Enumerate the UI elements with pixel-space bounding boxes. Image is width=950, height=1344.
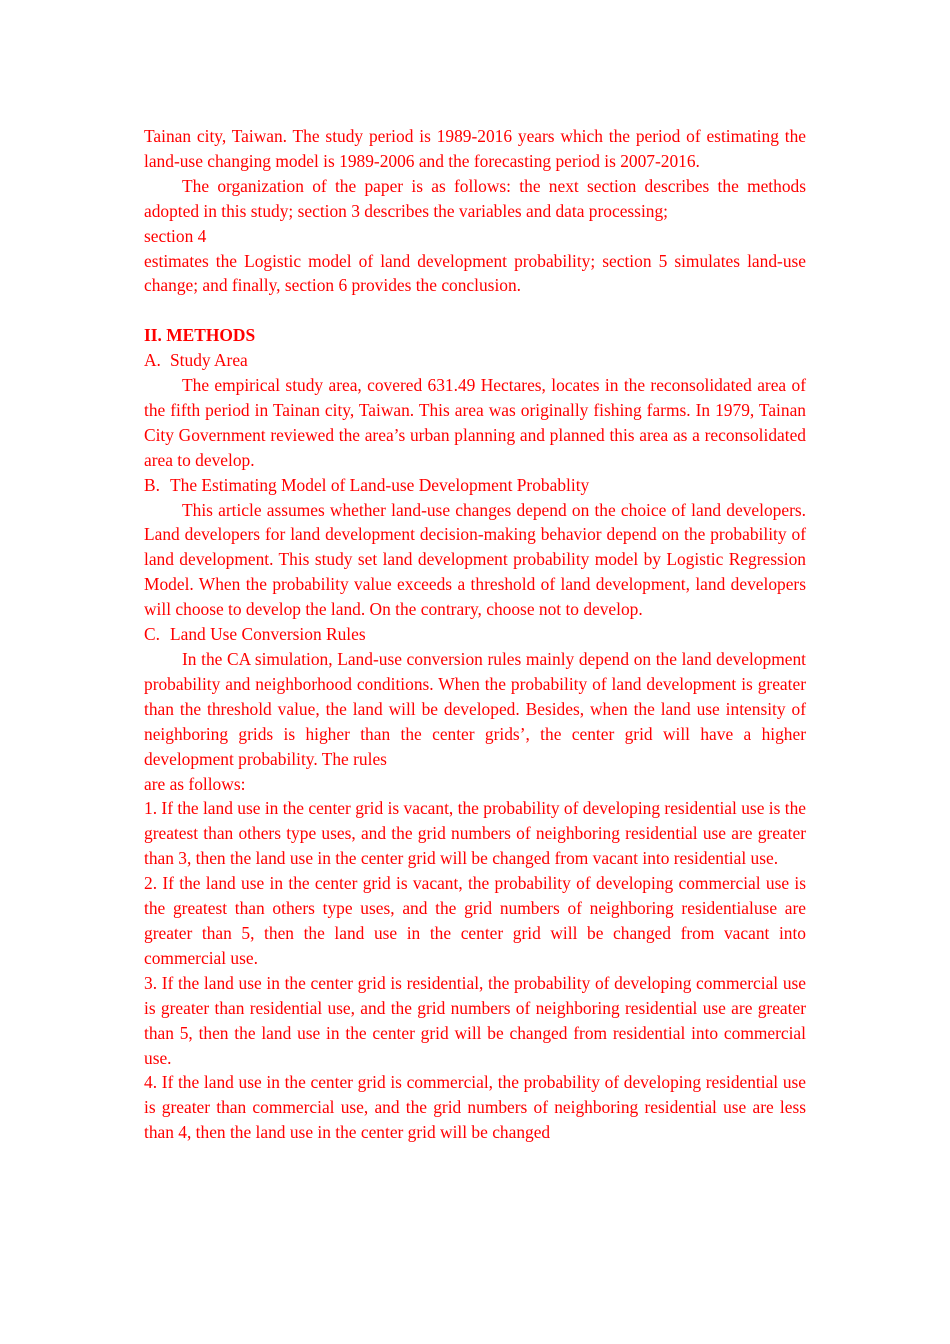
rule-item-1: 1. If the land use in the center grid is vacant, the probability of developing residential use is the greatest than others type uses, and the grid numbers of neighboring residential use are greater than 3, then the land use in the center grid will be changed from vacant into residential use. [144,798,806,869]
subsection-c-title: Land Use Conversion Rules [170,624,366,645]
subsection-b-body: This article assumes whether land-use changes depend on the choice of land developers. Land developers for land development decision-making behavior depend on the probability of land development. This study set land development probability model by Logistic Regression Model. When the probability value exceeds a threshold of land development, land developers will choose to develop the land. On the contrary, choose not to develop. [144,499,806,620]
rule-item-3: 3. If the land use in the center grid is residential, the probability of developing commercial use is greater than residential use, and the grid numbers of neighboring residential use are greater than 5, then the land use in the center grid will be changed from residential into commercial use. [144,972,806,1068]
subsection-c-heading [144,622,806,647]
subsection-a-title: Study Area [170,350,248,371]
section-heading-methods: II. METHODS [144,325,256,346]
subsection-a-letter: A. [144,350,161,371]
intro-paragraph-2: The organization of the paper is as follows: the next section describes the methods adopted in this study; section 3 describes the variables and data processing; [144,175,806,221]
section-spacer [144,298,806,323]
subsection-a-body: The empirical study area, covered 631.49 Hectares, locates in the reconsolidated area of the fifth period in Tainan city, Taiwan. This area was originally fishing farms. In 1979, Tainan City Government reviewed the area’s urban planning and planned this area as a reconsolidated area to develop. [144,375,806,470]
rule-item-2: 2. If the land use in the center grid is vacant, the probability of developing commercial use is the greatest than others type uses, and the grid numbers of neighboring residentialuse are greater than 5, then the land use in the center grid will be changed from vacant into commercial use. [144,873,806,968]
subsection-c-body: In the CA simulation, Land-use conversion rules mainly depend on the land development probability and neighborhood conditions. When the probability of land development is greater than the threshold value, the land will be developed. Besides, when the land use intensity of neighboring grids is higher than the center grids’, the center grid will have a higher development probability. The rules [144,649,806,769]
subsection-b-heading [144,473,806,498]
subsection-b-letter: B. [144,474,160,495]
rule-item-4: 4. If the land use in the center grid is commercial, the probability of developing residential use is greater than commercial use, and the grid numbers of neighboring residential use are less than 4, then the land use in the center grid will be changed [144,1072,806,1143]
intro-paragraph-1: Tainan city, Taiwan. The study period is 1989-2016 years which the period of estimating the land-use changing model is 1989-2006 and the forecasting period is 2007-2016. [144,126,806,171]
intro-paragraph-2-section-4: section 4 [144,225,207,246]
subsection-c-body-continued: are as follows: [144,773,246,794]
subsection-c-letter: C. [144,624,160,645]
paper-page [144,124,806,1145]
intro-paragraph-2-continued: estimates the Logistic model of land development probability; section 5 simulates land-use change; and finally, section 6 provides the conclusion. [144,250,806,296]
subsection-b-title: The Estimating Model of Land-use Development Probablity [170,474,590,495]
subsection-a-heading [144,348,806,373]
